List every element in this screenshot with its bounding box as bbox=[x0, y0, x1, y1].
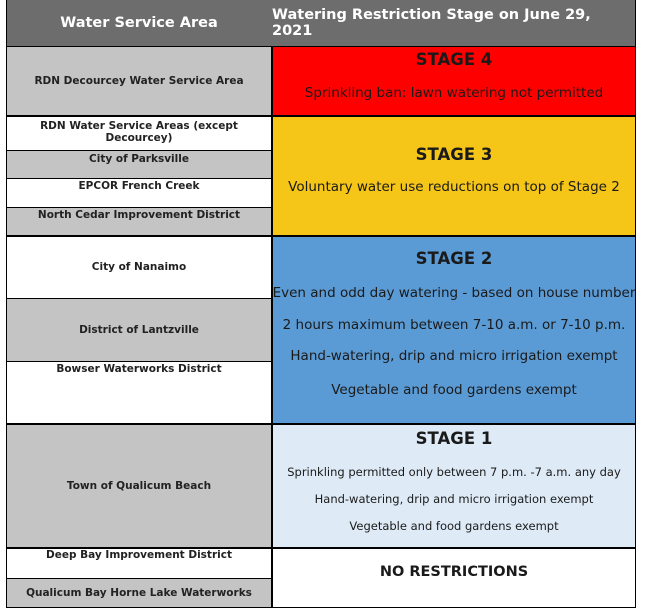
stage-3-title: STAGE 3 bbox=[415, 145, 493, 164]
stage-1-cell bbox=[272, 424, 636, 548]
area-north-cedar: North Cedar Improvement District bbox=[6, 207, 272, 236]
area-epcor-french-creek: EPCOR French Creek bbox=[6, 178, 272, 207]
stage-2-line: Vegetable and food gardens exempt bbox=[331, 382, 577, 398]
area-rdn-decourcey: RDN Decourcey Water Service Area bbox=[6, 46, 272, 116]
grid-line bbox=[6, 46, 636, 47]
grid-line bbox=[6, 607, 636, 608]
stage-2-line: 2 hours maximum between 7-10 a.m. or 7-10 p.m. bbox=[282, 317, 626, 333]
stage-4-line: Sprinkling ban: lawn watering not permitted bbox=[304, 85, 604, 101]
area-qualicum-bay-horne-lake: Qualicum Bay Horne Lake Waterworks bbox=[6, 578, 272, 608]
area-city-of-parksville: City of Parksville bbox=[6, 151, 272, 178]
grid-line bbox=[6, 423, 636, 425]
header-restriction-stage: Watering Restriction Stage on June 29, 2021 bbox=[272, 0, 636, 46]
stage-2-line: Even and odd day watering - based on house number bbox=[272, 285, 636, 301]
stage-2-title: STAGE 2 bbox=[415, 249, 493, 268]
grid-line bbox=[271, 46, 273, 608]
stage-3-line: Voluntary water use reductions on top of Stage 2 bbox=[288, 179, 620, 195]
grid-line bbox=[6, 361, 272, 362]
stage-2-cell bbox=[272, 236, 636, 424]
no-restrictions-title: NO RESTRICTIONS bbox=[379, 564, 529, 580]
grid-line bbox=[6, 578, 272, 579]
area-district-of-lantzville: District of Lantzville bbox=[6, 299, 272, 361]
stage-1-line: Vegetable and food gardens exempt bbox=[349, 519, 559, 533]
stage-1-line: Hand-watering, drip and micro irrigation exempt bbox=[314, 492, 594, 506]
stage-2-line: Hand-watering, drip and micro irrigation exempt bbox=[290, 348, 618, 364]
header-water-service-area: Water Service Area bbox=[6, 0, 272, 46]
area-bowser-waterworks: Bowser Waterworks District bbox=[6, 361, 272, 424]
grid-line bbox=[6, 235, 636, 237]
grid-line bbox=[6, 150, 272, 151]
grid-line bbox=[6, 547, 636, 549]
grid-line bbox=[6, 115, 636, 117]
stage-4-title: STAGE 4 bbox=[415, 50, 493, 69]
stage-1-line: Sprinkling permitted only between 7 p.m. -7 a.m. any day bbox=[287, 465, 621, 479]
area-rdn-except-decourcey: RDN Water Service Areas (except Decourcey) bbox=[6, 116, 272, 151]
stage-1-title: STAGE 1 bbox=[415, 429, 493, 448]
grid-line bbox=[6, 207, 272, 208]
grid-line bbox=[6, 298, 272, 299]
area-deep-bay: Deep Bay Improvement District bbox=[6, 548, 272, 578]
restriction-table bbox=[6, 0, 636, 608]
grid-line bbox=[635, 0, 636, 608]
area-town-of-qualicum-beach: Town of Qualicum Beach bbox=[6, 424, 272, 548]
grid-line bbox=[6, 0, 7, 608]
grid-line bbox=[6, 178, 272, 179]
stage-3-cell bbox=[272, 116, 636, 236]
stage-4-cell bbox=[272, 46, 636, 116]
area-city-of-nanaimo: City of Nanaimo bbox=[6, 236, 272, 299]
no-restrictions-cell bbox=[272, 548, 636, 608]
